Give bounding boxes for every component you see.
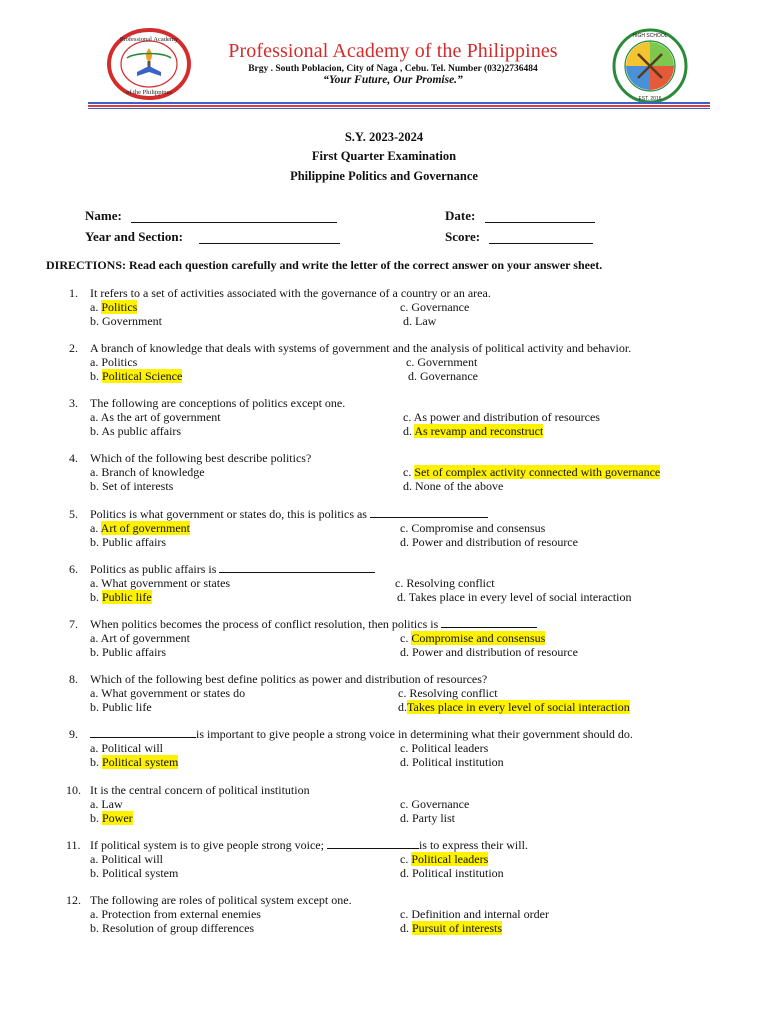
- year-section-label: Year and Section:: [85, 229, 183, 244]
- question-text: [90, 562, 375, 576]
- option-text: Public life: [102, 700, 152, 714]
- date-field[interactable]: [485, 222, 595, 223]
- option-b[interactable]: [90, 590, 152, 604]
- option-d[interactable]: [400, 535, 578, 549]
- directions: DIRECTIONS: Read each question carefully and write the letter of the correct answer on your answer sheet.: [46, 258, 603, 272]
- option-text: Resolution of group differences: [102, 921, 255, 935]
- option-b[interactable]: [90, 535, 166, 549]
- option-letter: b.: [90, 921, 99, 935]
- option-c[interactable]: [400, 741, 488, 755]
- option-letter: a.: [90, 852, 99, 866]
- option-letter: d.: [398, 700, 407, 714]
- option-b[interactable]: [90, 479, 173, 493]
- option-letter: d.: [400, 921, 409, 935]
- option-text: d. Political institution: [400, 866, 504, 880]
- question-text-before: When politics becomes the process of conflict resolution, then politics is: [90, 617, 439, 631]
- option-text: d. Takes place in every level of social interaction: [397, 590, 632, 604]
- answer-blank[interactable]: [370, 507, 488, 518]
- option-c[interactable]: [400, 631, 545, 645]
- answer-blank[interactable]: [327, 838, 419, 849]
- option-d[interactable]: [400, 755, 504, 769]
- option-a[interactable]: [90, 631, 190, 645]
- score-field[interactable]: [489, 243, 593, 244]
- option-text: c. Resolving conflict: [395, 576, 495, 590]
- year-section-field[interactable]: [199, 243, 340, 244]
- option-c[interactable]: [400, 521, 545, 535]
- school-year: S.Y. 2023-2024: [344, 130, 424, 144]
- option-b[interactable]: [90, 755, 178, 769]
- option-text: Politics: [101, 300, 138, 314]
- seal-text: Professional Academy: [119, 36, 179, 43]
- question-number: 6.: [69, 562, 78, 576]
- option-d[interactable]: [408, 369, 478, 383]
- question-number: 2.: [69, 341, 78, 355]
- option-text: As revamp and reconstruct: [414, 424, 544, 438]
- option-text: c. Governance: [400, 797, 470, 811]
- option-letter: a.: [90, 576, 99, 590]
- option-letter: a.: [90, 410, 99, 424]
- question-text: [90, 507, 488, 521]
- question-text-before: Politics is what government or states do, this is politics as: [90, 507, 367, 521]
- option-letter: c.: [400, 631, 409, 645]
- option-text: Public life: [102, 590, 152, 604]
- option-text: Compromise and consensus: [411, 631, 546, 645]
- score-label: Score:: [445, 229, 481, 244]
- question-text: The following are conceptions of politics except one.: [90, 396, 346, 410]
- option-text: As the art of government: [100, 410, 221, 424]
- option-d[interactable]: [400, 866, 504, 880]
- option-d[interactable]: [400, 811, 455, 825]
- question-number: 4.: [69, 451, 78, 465]
- svg-text:of the Philippines: of the Philippines: [126, 89, 172, 96]
- option-a[interactable]: [90, 521, 190, 535]
- option-text: Political system: [102, 866, 179, 880]
- option-letter: b.: [90, 755, 99, 769]
- option-a[interactable]: [90, 355, 137, 369]
- date-label: Date:: [445, 208, 476, 223]
- option-text: c. Resolving conflict: [398, 686, 498, 700]
- question-text-after: is important to give people a strong voice in determining what their government should do.: [196, 727, 633, 741]
- option-text: Political Science: [102, 369, 183, 383]
- shs-department-seal-logo: [612, 28, 688, 104]
- option-letter: b.: [90, 535, 99, 549]
- answer-blank[interactable]: [219, 562, 375, 573]
- option-c[interactable]: [406, 355, 477, 369]
- option-b[interactable]: [90, 921, 254, 935]
- option-text: Takes place in every level of social interaction: [407, 700, 630, 714]
- option-text: Pursuit of interests: [412, 921, 502, 935]
- question-number: 10.: [66, 783, 81, 797]
- exam-title: First Quarter Examination: [311, 149, 457, 163]
- name-label: Name:: [85, 208, 122, 223]
- option-text: d. Governance: [408, 369, 478, 383]
- option-letter: b.: [90, 811, 99, 825]
- option-text: d. Power and distribution of resource: [400, 645, 578, 659]
- option-letter: b.: [90, 314, 99, 328]
- option-b[interactable]: [90, 811, 133, 825]
- option-d[interactable]: [400, 921, 502, 935]
- option-b[interactable]: [90, 369, 182, 383]
- option-letter: a.: [90, 797, 99, 811]
- question-number: 5.: [69, 507, 78, 521]
- answer-blank[interactable]: [90, 727, 196, 738]
- option-text: d. Political institution: [400, 755, 504, 769]
- header-rule-blue: [88, 102, 710, 104]
- option-text: Art of government: [100, 521, 190, 535]
- option-letter: b.: [90, 424, 99, 438]
- option-text: c. Governance: [400, 300, 470, 314]
- option-d[interactable]: [397, 590, 632, 604]
- question-number: 1.: [69, 286, 78, 300]
- option-text: Branch of knowledge: [101, 465, 205, 479]
- school-address: Brgy . South Poblacion, City of Naga , Cebu. Tel. Number (032)2736484: [248, 64, 538, 74]
- option-c[interactable]: [398, 686, 498, 700]
- question-number: 7.: [69, 617, 78, 631]
- header-rule-red: [88, 105, 710, 107]
- option-text: Public affairs: [102, 645, 167, 659]
- option-text: d. Party list: [400, 811, 456, 825]
- option-text: Public affairs: [102, 535, 167, 549]
- question-number: 11.: [66, 838, 81, 852]
- question-text: It refers to a set of activities associated with the governance of a country or an area.: [90, 286, 491, 300]
- option-a[interactable]: [90, 741, 163, 755]
- option-text: c. Compromise and consensus: [400, 521, 546, 535]
- option-a[interactable]: [90, 907, 261, 921]
- option-letter: b.: [90, 369, 99, 383]
- question-number: 3.: [69, 396, 78, 410]
- option-text: c. Political leaders: [400, 741, 489, 755]
- option-text: Political will: [101, 741, 163, 755]
- question-text-after: is to express their will.: [418, 838, 528, 852]
- option-text: d. None of the above: [403, 479, 504, 493]
- option-letter: b.: [90, 479, 99, 493]
- option-b[interactable]: [90, 645, 166, 659]
- question-text: [90, 617, 537, 631]
- option-letter: b.: [90, 590, 99, 604]
- option-text: As public affairs: [101, 424, 182, 438]
- option-letter: b.: [90, 645, 99, 659]
- option-text: Set of complex activity connected with governance: [414, 465, 661, 479]
- option-d[interactable]: [403, 479, 503, 493]
- option-b[interactable]: [90, 866, 178, 880]
- question-text-before: If political system is to give people strong voice;: [90, 838, 324, 852]
- option-text: Power: [102, 811, 133, 825]
- option-text: c. Government: [406, 355, 478, 369]
- seal-text-top: HIGH SCHOOL: [632, 33, 668, 39]
- option-text: Set of interests: [102, 479, 174, 493]
- option-text: d. Power and distribution of resource: [400, 535, 578, 549]
- option-c[interactable]: [400, 907, 549, 921]
- option-a[interactable]: [90, 797, 123, 811]
- option-letter: d.: [403, 424, 412, 438]
- school-motto: “Your Future, Our Promise.”: [323, 74, 463, 86]
- option-letter: a.: [90, 631, 99, 645]
- option-text: What government or states: [101, 576, 231, 590]
- option-d[interactable]: [403, 424, 543, 438]
- option-letter: a.: [90, 741, 99, 755]
- option-c[interactable]: [395, 576, 495, 590]
- option-d[interactable]: [400, 645, 578, 659]
- question-number: 8.: [69, 672, 78, 686]
- option-letter: c.: [400, 852, 409, 866]
- question-text: Which of the following best define politics as power and distribution of resources?: [90, 672, 488, 686]
- option-letter: a.: [90, 355, 99, 369]
- option-text: c. Definition and internal order: [400, 907, 549, 921]
- option-text: What government or states do: [101, 686, 246, 700]
- option-text: Politics: [101, 355, 138, 369]
- option-a[interactable]: [90, 576, 230, 590]
- question-text: A branch of knowledge that deals with systems of government and the analysis of political activity and behavior.: [90, 341, 632, 355]
- option-c[interactable]: [403, 465, 660, 479]
- option-c[interactable]: [400, 300, 469, 314]
- option-text: c. As power and distribution of resources: [403, 410, 600, 424]
- option-text: Political system: [102, 755, 179, 769]
- answer-blank[interactable]: [441, 617, 537, 628]
- option-letter: a.: [90, 465, 99, 479]
- question-text: It is the central concern of political institution: [90, 783, 310, 797]
- option-text: Political leaders: [411, 852, 489, 866]
- question-text: The following are roles of political system except one.: [90, 893, 352, 907]
- option-letter: b.: [90, 700, 99, 714]
- option-text: Political will: [101, 852, 163, 866]
- option-text: Art of government: [100, 631, 190, 645]
- svg-text:EST. 2016: EST. 2016: [638, 96, 662, 102]
- option-letter: a.: [90, 521, 99, 535]
- option-d[interactable]: [403, 314, 436, 328]
- option-a[interactable]: [90, 465, 205, 479]
- option-c[interactable]: [400, 852, 488, 866]
- question-text: [90, 838, 528, 852]
- option-text: Government: [102, 314, 162, 328]
- option-letter: b.: [90, 866, 99, 880]
- name-field[interactable]: [131, 222, 337, 223]
- question-number: 9.: [69, 727, 78, 741]
- option-letter: c.: [403, 465, 412, 479]
- option-b[interactable]: [90, 700, 152, 714]
- option-letter: a.: [90, 300, 99, 314]
- option-b[interactable]: [90, 314, 162, 328]
- option-d[interactable]: [398, 700, 630, 714]
- question-text-before: Politics as public affairs is: [90, 562, 217, 576]
- option-letter: a.: [90, 686, 99, 700]
- school-name: Professional Academy of the Philippines: [228, 40, 558, 62]
- option-a[interactable]: [90, 686, 245, 700]
- option-a[interactable]: [90, 852, 163, 866]
- option-a[interactable]: [90, 300, 137, 314]
- option-text: d. Law: [403, 314, 437, 328]
- question-number: 12.: [66, 893, 81, 907]
- subject-title: Philippine Politics and Governance: [290, 169, 478, 183]
- option-text: Protection from external enemies: [101, 907, 261, 921]
- option-c[interactable]: [400, 797, 469, 811]
- option-text: Law: [101, 797, 123, 811]
- question-text: [90, 727, 633, 741]
- option-c[interactable]: [403, 410, 600, 424]
- question-text: Which of the following best describe politics?: [90, 451, 312, 465]
- option-a[interactable]: [90, 410, 221, 424]
- header-rule-blue-2: [88, 108, 710, 109]
- option-letter: a.: [90, 907, 99, 921]
- option-b[interactable]: [90, 424, 181, 438]
